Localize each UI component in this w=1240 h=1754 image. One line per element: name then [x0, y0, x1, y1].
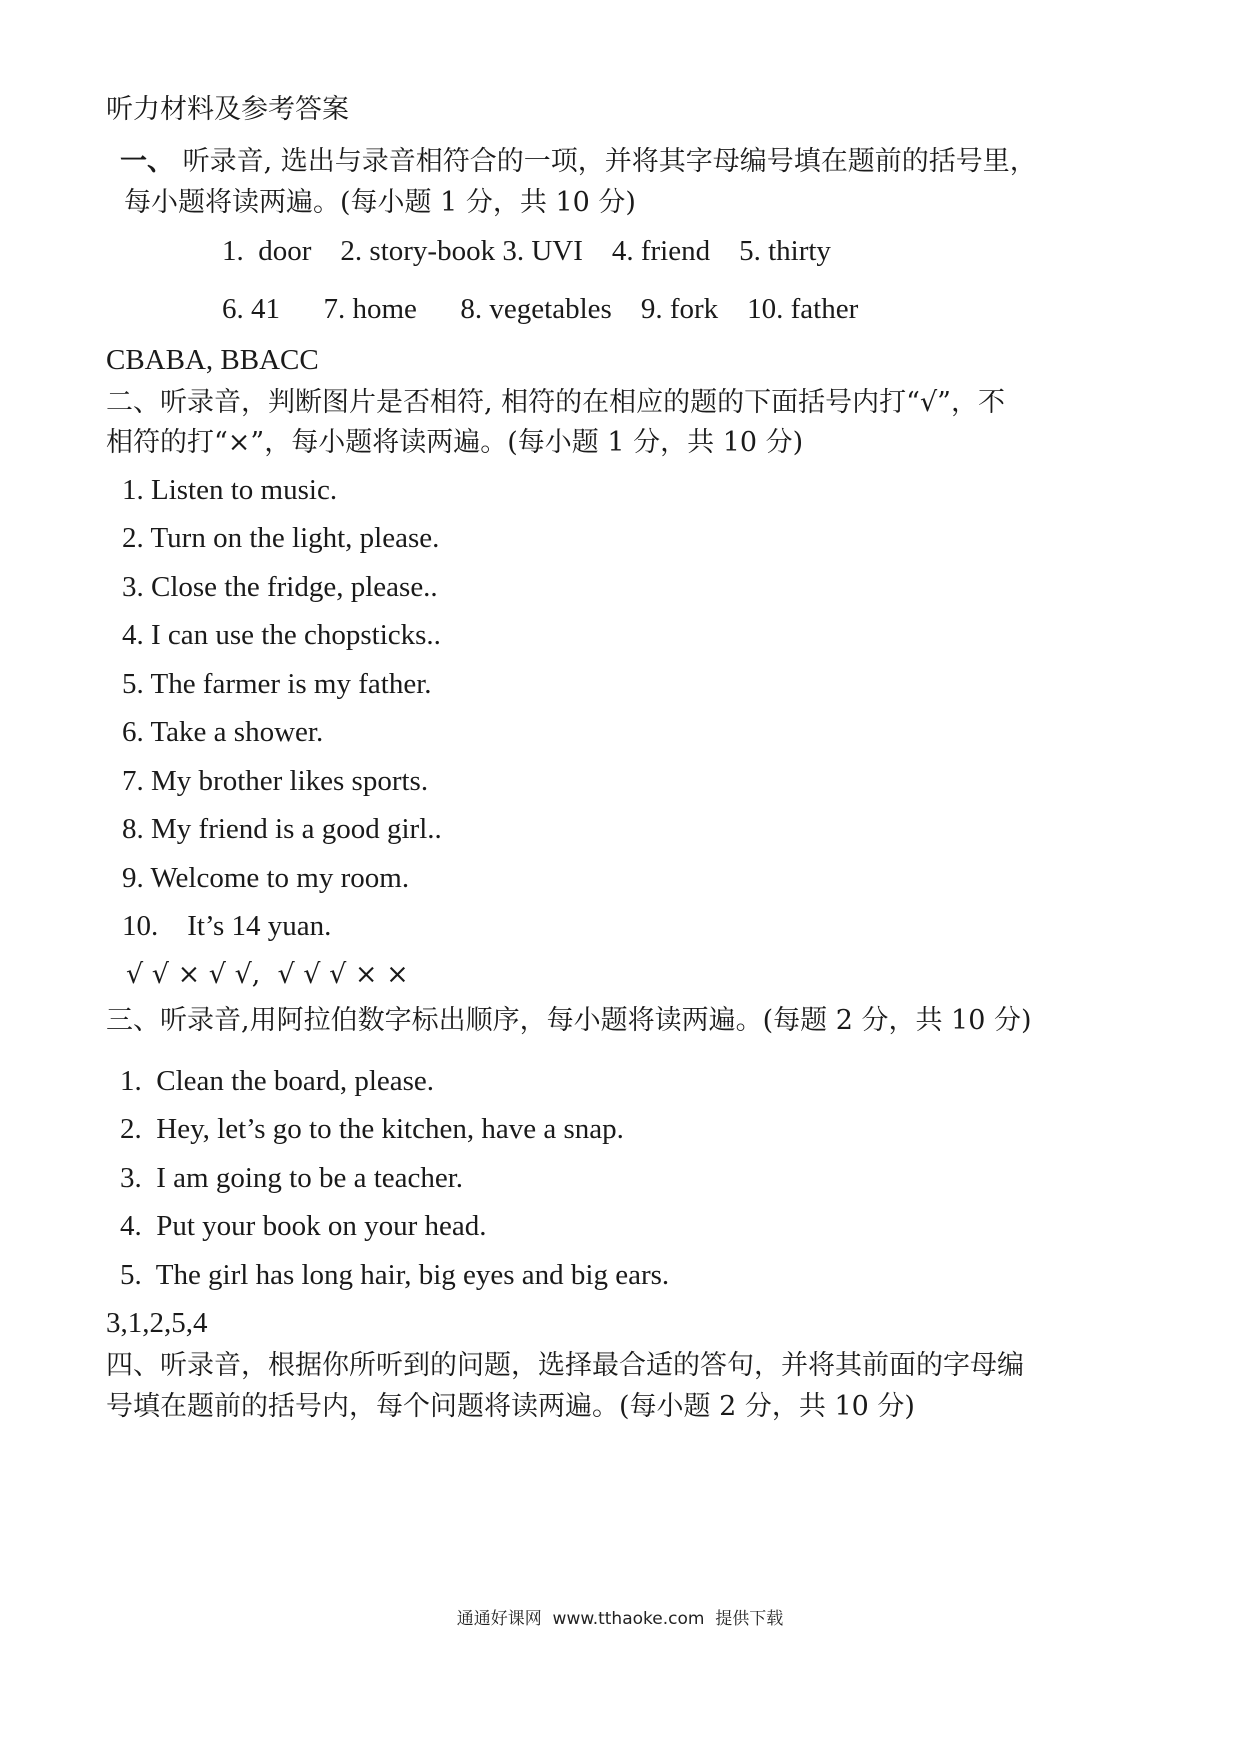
section2-item: 10. It’s 14 yuan. [122, 910, 332, 942]
page-title: 听力材料及参考答案 [106, 94, 349, 125]
section2-item: 1. Listen to music. [122, 474, 338, 506]
section2-item: 9. Welcome to my room. [122, 862, 410, 894]
section1-instruction-line2: 每小题将读两遍。(每小题 1 分，共 10 分) [124, 187, 636, 218]
section3-instruction: 三、听录音,用阿拉伯数字标出顺序，每小题将读两遍。(每题 2 分，共 10 分) [106, 1005, 1032, 1036]
section2-instruction-line2: 相符的打“×”，每小题将读两遍。(每小题 1 分，共 10 分) [106, 427, 804, 458]
section1-instruction-line1 [120, 148, 1037, 175]
section1-words-row2: 6. 41 7. home 8. vegetables 9. fork 10. father [222, 293, 859, 325]
section2-item: 8. My friend is a good girl.. [122, 813, 442, 845]
section2-item: 4. I can use the chopsticks.. [122, 619, 441, 651]
section2-item: 7. My brother likes sports. [122, 765, 429, 797]
section1-answers: CBABA, BBACC [106, 344, 319, 376]
section2-item: 6. Take a shower. [122, 716, 324, 748]
section1-instruction-text: 听录音, 选出与录音相符合的一项，并将其字母编号填在题前的括号里， [174, 146, 1037, 177]
page-footer: 通通好课网 www.tthaoke.com 提供下载 [456, 1609, 784, 1629]
section3-item: 3. I am going to be a teacher. [120, 1162, 464, 1194]
section4-instruction-line2: 号填在题前的括号内，每个问题将读两遍。(每小题 2 分，共 10 分) [106, 1391, 915, 1422]
section2-item: 3. Close the fridge, please.. [122, 571, 438, 603]
section3-item: 2. Hey, let’s go to the kitchen, have a snap. [120, 1113, 624, 1145]
section3-item: 1. Clean the board, please. [120, 1065, 435, 1097]
section1-words-row1: 1. door 2. story-book 3. UVI 4. friend 5. thirty [222, 235, 831, 267]
section2-answers: √ √ × √ √, √ √ √ × × [126, 959, 409, 990]
section3-item: 4. Put your book on your head. [120, 1210, 487, 1242]
section3-item: 5. The girl has long hair, big eyes and big ears. [120, 1259, 670, 1291]
section2-item: 2. Turn on the light, please. [122, 522, 440, 554]
section3-answers: 3,1,2,5,4 [106, 1307, 208, 1339]
section4-instruction-line1: 四、听录音，根据你所听到的问题，选择最合适的答句，并将其前面的字母编 [106, 1350, 1024, 1381]
section1-marker: 一、 [120, 146, 174, 177]
section2-instruction-line1: 二、听录音，判断图片是否相符, 相符的在相应的题的下面括号内打“√”，不 [106, 387, 1005, 418]
section2-item: 5. The farmer is my father. [122, 668, 432, 700]
